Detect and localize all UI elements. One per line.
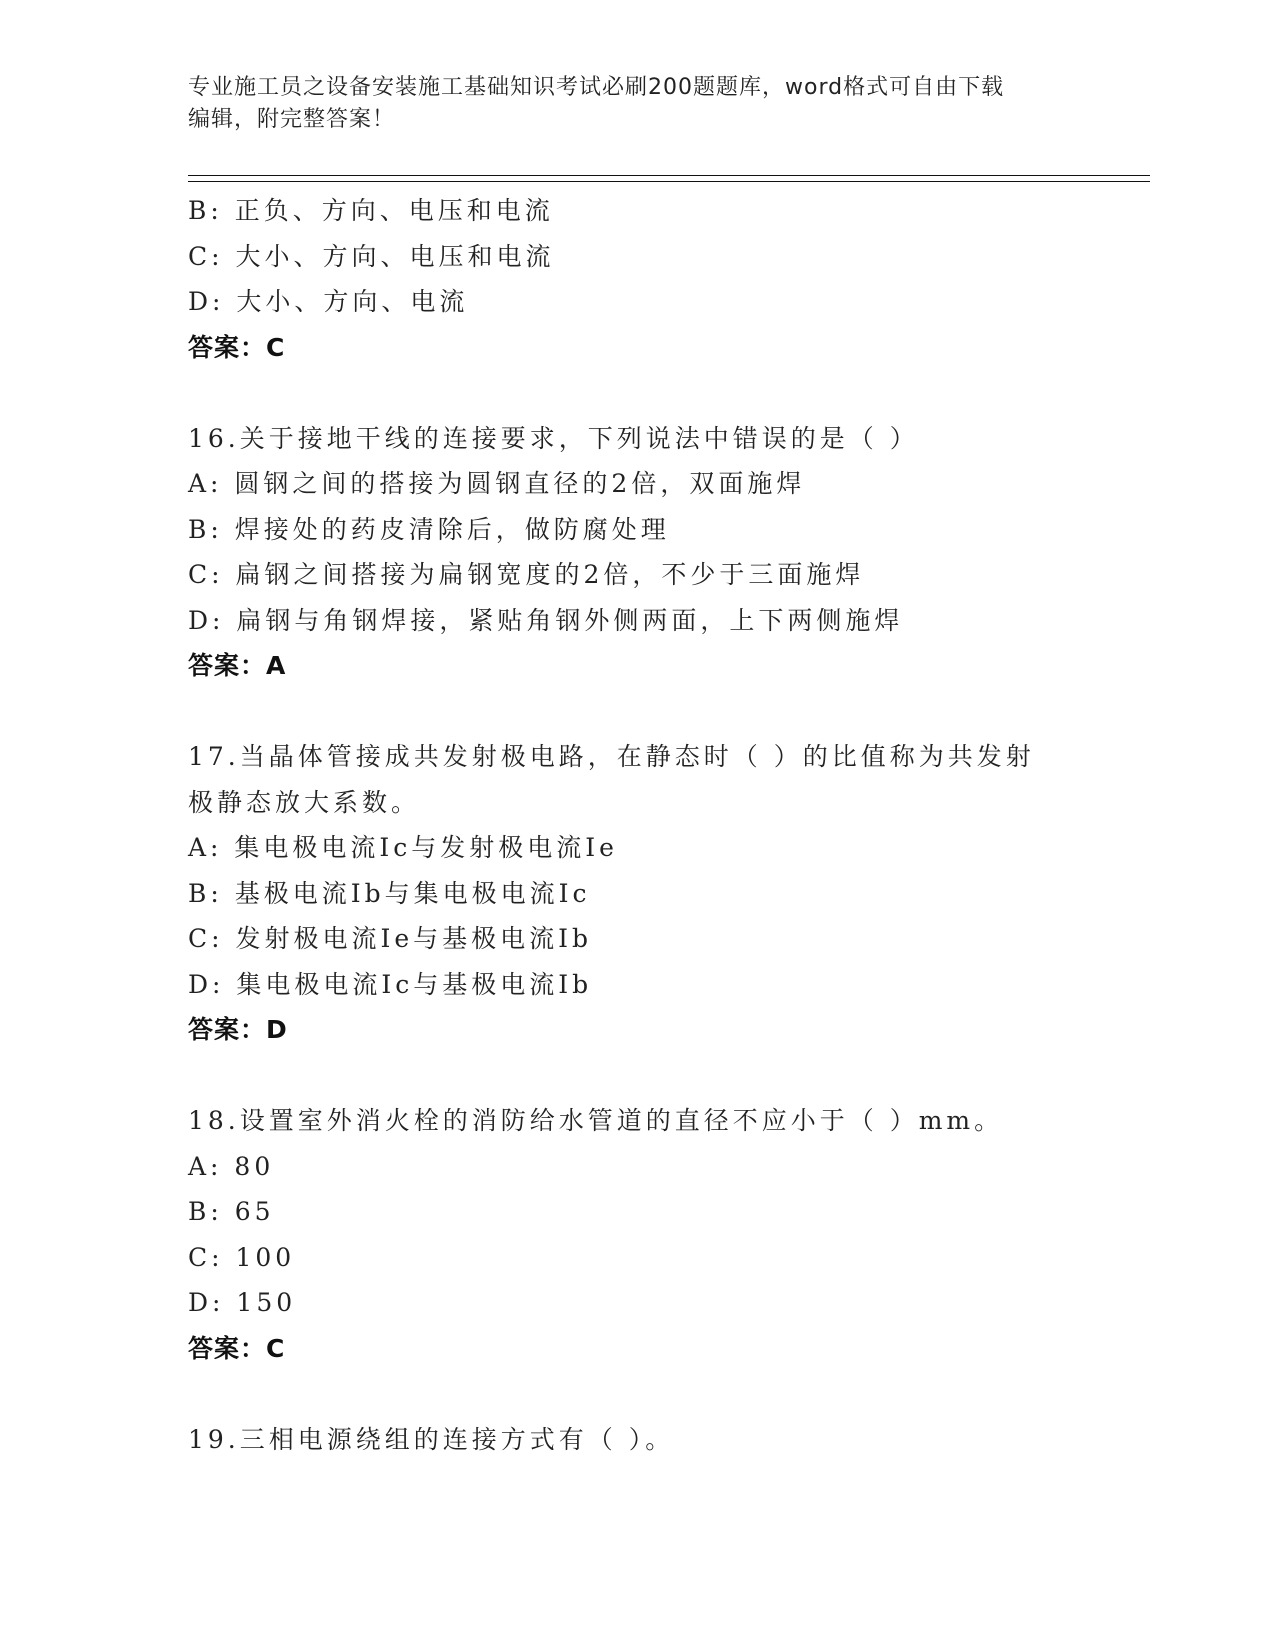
document-title-line-2: 编辑，附完整答案！ bbox=[188, 107, 396, 132]
spacer bbox=[188, 1371, 1088, 1417]
question-16 bbox=[188, 416, 1088, 689]
question-stem: 19.三相电源绕组的连接方式有（ ）。 bbox=[188, 1424, 675, 1454]
option-a: A: 80 bbox=[188, 1151, 275, 1181]
page-header bbox=[188, 72, 1068, 136]
question-17 bbox=[188, 734, 1088, 1053]
option-c: C: 发射极电流Ie与基极电流Ib bbox=[188, 924, 593, 953]
option-d: D: 集电极电流Ic与基极电流Ib bbox=[188, 969, 593, 999]
option-a: A: 圆钢之间的搭接为圆钢直径的2倍，双面施焊 bbox=[188, 469, 806, 498]
option-b: B: 焊接处的药皮清除后，做防腐处理 bbox=[188, 514, 670, 544]
spacer bbox=[188, 370, 1088, 416]
question-list bbox=[188, 188, 1088, 1462]
option-c: C: 100 bbox=[188, 1242, 296, 1272]
header-divider-bottom bbox=[188, 181, 1150, 182]
question-15 bbox=[188, 188, 1088, 370]
option-b: B: 65 bbox=[188, 1197, 275, 1226]
option-c: C: 大小、方向、电压和电流 bbox=[188, 241, 555, 271]
answer-label: 答案：D bbox=[188, 1015, 288, 1044]
option-a: A: 集电极电流Ic与发射极电流Ie bbox=[188, 833, 618, 862]
option-d: D: 150 bbox=[188, 1288, 297, 1317]
option-b: B: 基极电流Ib与集电极电流Ic bbox=[188, 878, 591, 908]
option-c: C: 扁钢之间搭接为扁钢宽度的2倍，不少于三面施焊 bbox=[188, 560, 865, 589]
question-stem: 18.设置室外消火栓的消防给水管道的直径不应小于（ ）mm。 bbox=[188, 1106, 1004, 1135]
question-19 bbox=[188, 1417, 1088, 1463]
question-stem: 17.当晶体管接成共发射极电路，在静态时（ ）的比值称为共发射极静态放大系数。 bbox=[188, 742, 1035, 817]
spacer bbox=[188, 689, 1088, 735]
question-stem: 16.关于接地干线的连接要求，下列说法中错误的是（ ） bbox=[188, 423, 919, 453]
header-divider-top bbox=[188, 175, 1150, 176]
option-d: D: 大小、方向、电流 bbox=[188, 287, 469, 316]
answer-label: 答案：A bbox=[188, 651, 287, 680]
option-d: D: 扁钢与角钢焊接，紧贴角钢外侧两面，上下两侧施焊 bbox=[188, 605, 904, 635]
document-title-line-1: 专业施工员之设备安装施工基础知识考试必刷200题题库，word格式可自由下载 bbox=[188, 75, 1005, 100]
spacer bbox=[188, 1053, 1088, 1099]
answer-label: 答案：C bbox=[188, 1333, 286, 1363]
question-18 bbox=[188, 1098, 1088, 1371]
answer-label: 答案：C bbox=[188, 332, 286, 362]
option-b: B: 正负、方向、电压和电流 bbox=[188, 196, 554, 225]
